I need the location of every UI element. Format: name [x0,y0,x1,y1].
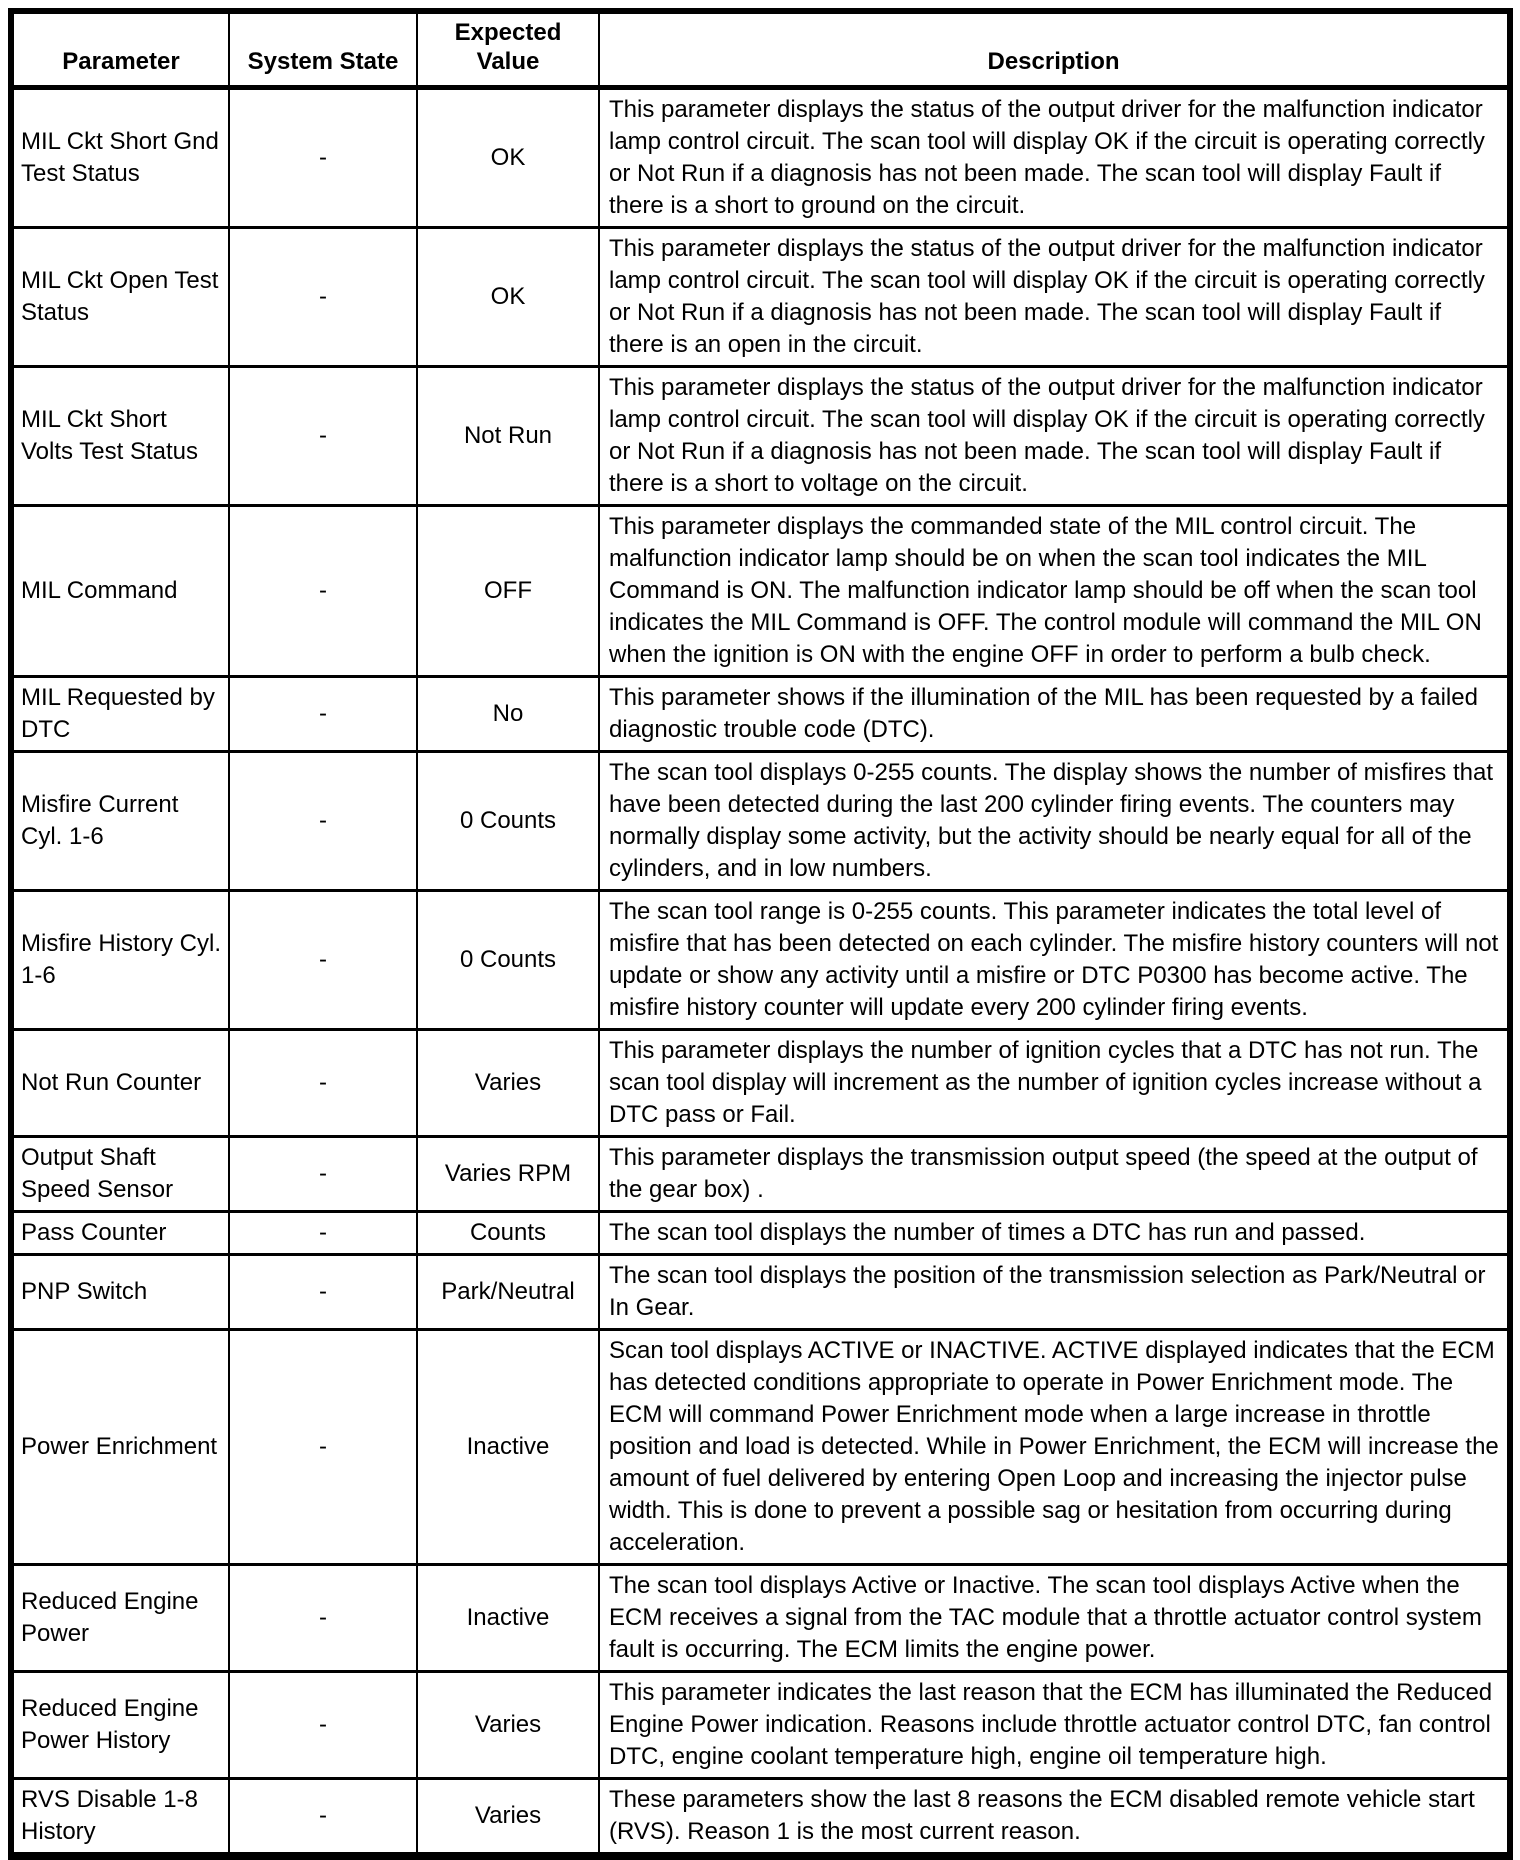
system-state-cell: - [229,506,417,677]
description-cell: This parameter indicates the last reason that the ECM has illuminated the Reduced Engine Power indication. Reasons include throttle actuator control DTC, fan control DTC, engine coolant temperature high, engine oil temperature high. [599,1672,1510,1779]
expected-value-cell: OFF [417,506,599,677]
parameter-cell: RVS Disable 1-8 History [11,1779,229,1857]
system-state-cell: - [229,228,417,367]
table-row [11,1779,1510,1857]
description-cell: The scan tool displays 0-255 counts. The display shows the number of misfires that have been detected during the last 200 cylinder firing events. The counters may normally display some activity, but the activity should be nearly equal for all of the cylinders, and in low numbers. [599,752,1510,891]
system-state-cell: - [229,1779,417,1857]
table-header [11,11,1510,88]
column-header-system-state: System State [229,11,417,88]
expected-value-cell: Inactive [417,1330,599,1565]
table-row [11,1212,1510,1255]
system-state-cell: - [229,891,417,1030]
system-state-cell: - [229,1030,417,1137]
description-cell: This parameter displays the status of the output driver for the malfunction indicator lamp control circuit. The scan tool will display OK if the circuit is operating correctly or Not Run if a diagnosis has not been made. The scan tool will display Fault if there is a short to ground on the circuit. [599,88,1510,228]
parameter-cell: Reduced Engine Power [11,1565,229,1672]
table-row [11,1672,1510,1779]
table-row [11,1030,1510,1137]
description-cell: This parameter displays the status of the output driver for the malfunction indicator lamp control circuit. The scan tool will display OK if the circuit is operating correctly or Not Run if a diagnosis has not been made. The scan tool will display Fault if there is an open in the circuit. [599,228,1510,367]
table-row [11,506,1510,677]
description-cell: This parameter displays the commanded state of the MIL control circuit. The malfunction indicator lamp should be on when the scan tool indicates the MIL Command is ON. The malfunction indicator lamp should be off when the scan tool indicates the MIL Command is OFF. The control module will command the MIL ON when the ignition is ON with the engine OFF in order to perform a bulb check. [599,506,1510,677]
system-state-cell: - [229,1565,417,1672]
system-state-cell: - [229,752,417,891]
table-row [11,1330,1510,1565]
system-state-cell: - [229,1212,417,1255]
system-state-cell: - [229,1137,417,1212]
parameter-cell: Misfire Current Cyl. 1-6 [11,752,229,891]
expected-value-cell: No [417,677,599,752]
parameter-cell: Pass Counter [11,1212,229,1255]
table-body [11,88,1510,1857]
parameter-cell: Output Shaft Speed Sensor [11,1137,229,1212]
table-row [11,1137,1510,1212]
expected-value-cell: Varies RPM [417,1137,599,1212]
table-row [11,367,1510,506]
system-state-cell: - [229,1255,417,1330]
parameter-cell: Reduced Engine Power History [11,1672,229,1779]
description-cell: This parameter displays the status of the output driver for the malfunction indicator lamp control circuit. The scan tool will display OK if the circuit is operating correctly or Not Run if a diagnosis has not been made. The scan tool will display Fault if there is a short to voltage on the circuit. [599,367,1510,506]
description-cell: The scan tool displays the number of times a DTC has run and passed. [599,1212,1510,1255]
system-state-cell: - [229,88,417,228]
table-row [11,891,1510,1030]
description-cell: Scan tool displays ACTIVE or INACTIVE. ACTIVE displayed indicates that the ECM has detected conditions appropriate to operate in Power Enrichment mode. The ECM will command Power Enrichment mode when a large increase in throttle position and load is detected. While in Power Enrichment, the ECM will increase the amount of fuel delivered by entering Open Loop and increasing the injector pulse width. This is done to prevent a possible sag or hesitation from occurring during acceleration. [599,1330,1510,1565]
parameter-cell: MIL Ckt Open Test Status [11,228,229,367]
parameter-cell: Not Run Counter [11,1030,229,1137]
expected-value-cell: Counts [417,1212,599,1255]
system-state-cell: - [229,677,417,752]
table-row [11,752,1510,891]
table-row [11,228,1510,367]
system-state-cell: - [229,1672,417,1779]
scan-tool-parameter-table [8,8,1513,1860]
system-state-cell: - [229,367,417,506]
table-row [11,1255,1510,1330]
expected-value-cell: Park/Neutral [417,1255,599,1330]
table-row [11,88,1510,228]
expected-value-cell: 0 Counts [417,891,599,1030]
parameter-cell: MIL Ckt Short Gnd Test Status [11,88,229,228]
header-row [11,11,1510,88]
expected-value-cell: Not Run [417,367,599,506]
expected-value-cell: Varies [417,1030,599,1137]
description-cell: These parameters show the last 8 reasons the ECM disabled remote vehicle start (RVS). Reason 1 is the most current reason. [599,1779,1510,1857]
expected-value-cell: OK [417,228,599,367]
parameter-cell: MIL Command [11,506,229,677]
description-cell: This parameter displays the number of ignition cycles that a DTC has not run. The scan tool display will increment as the number of ignition cycles increase without a DTC pass or Fail. [599,1030,1510,1137]
column-header-description: Description [599,11,1510,88]
table-row [11,677,1510,752]
parameter-cell: Misfire History Cyl. 1-6 [11,891,229,1030]
expected-value-cell: OK [417,88,599,228]
description-cell: This parameter shows if the illumination of the MIL has been requested by a failed diagnostic trouble code (DTC). [599,677,1510,752]
expected-value-cell: Varies [417,1672,599,1779]
column-header-parameter: Parameter [11,11,229,88]
parameter-cell: MIL Ckt Short Volts Test Status [11,367,229,506]
parameter-cell: Power Enrichment [11,1330,229,1565]
description-cell: The scan tool range is 0-255 counts. This parameter indicates the total level of misfire that has been detected on each cylinder. The misfire history counters will not update or show any activity until a misfire or DTC P0300 has become active. The misfire history counter will update every 200 cylinder firing events. [599,891,1510,1030]
description-cell: The scan tool displays the position of the transmission selection as Park/Neutral or In Gear. [599,1255,1510,1330]
expected-value-cell: Inactive [417,1565,599,1672]
description-cell: This parameter displays the transmission output speed (the speed at the output of the gear box) . [599,1137,1510,1212]
parameter-cell: PNP Switch [11,1255,229,1330]
column-header-expected-value: Expected Value [417,11,599,88]
parameter-cell: MIL Requested by DTC [11,677,229,752]
expected-value-cell: 0 Counts [417,752,599,891]
description-cell: The scan tool displays Active or Inactive. The scan tool displays Active when the ECM receives a signal from the TAC module that a throttle actuator control system fault is occurring. The ECM limits the engine power. [599,1565,1510,1672]
system-state-cell: - [229,1330,417,1565]
table-row [11,1565,1510,1672]
expected-value-cell: Varies [417,1779,599,1857]
